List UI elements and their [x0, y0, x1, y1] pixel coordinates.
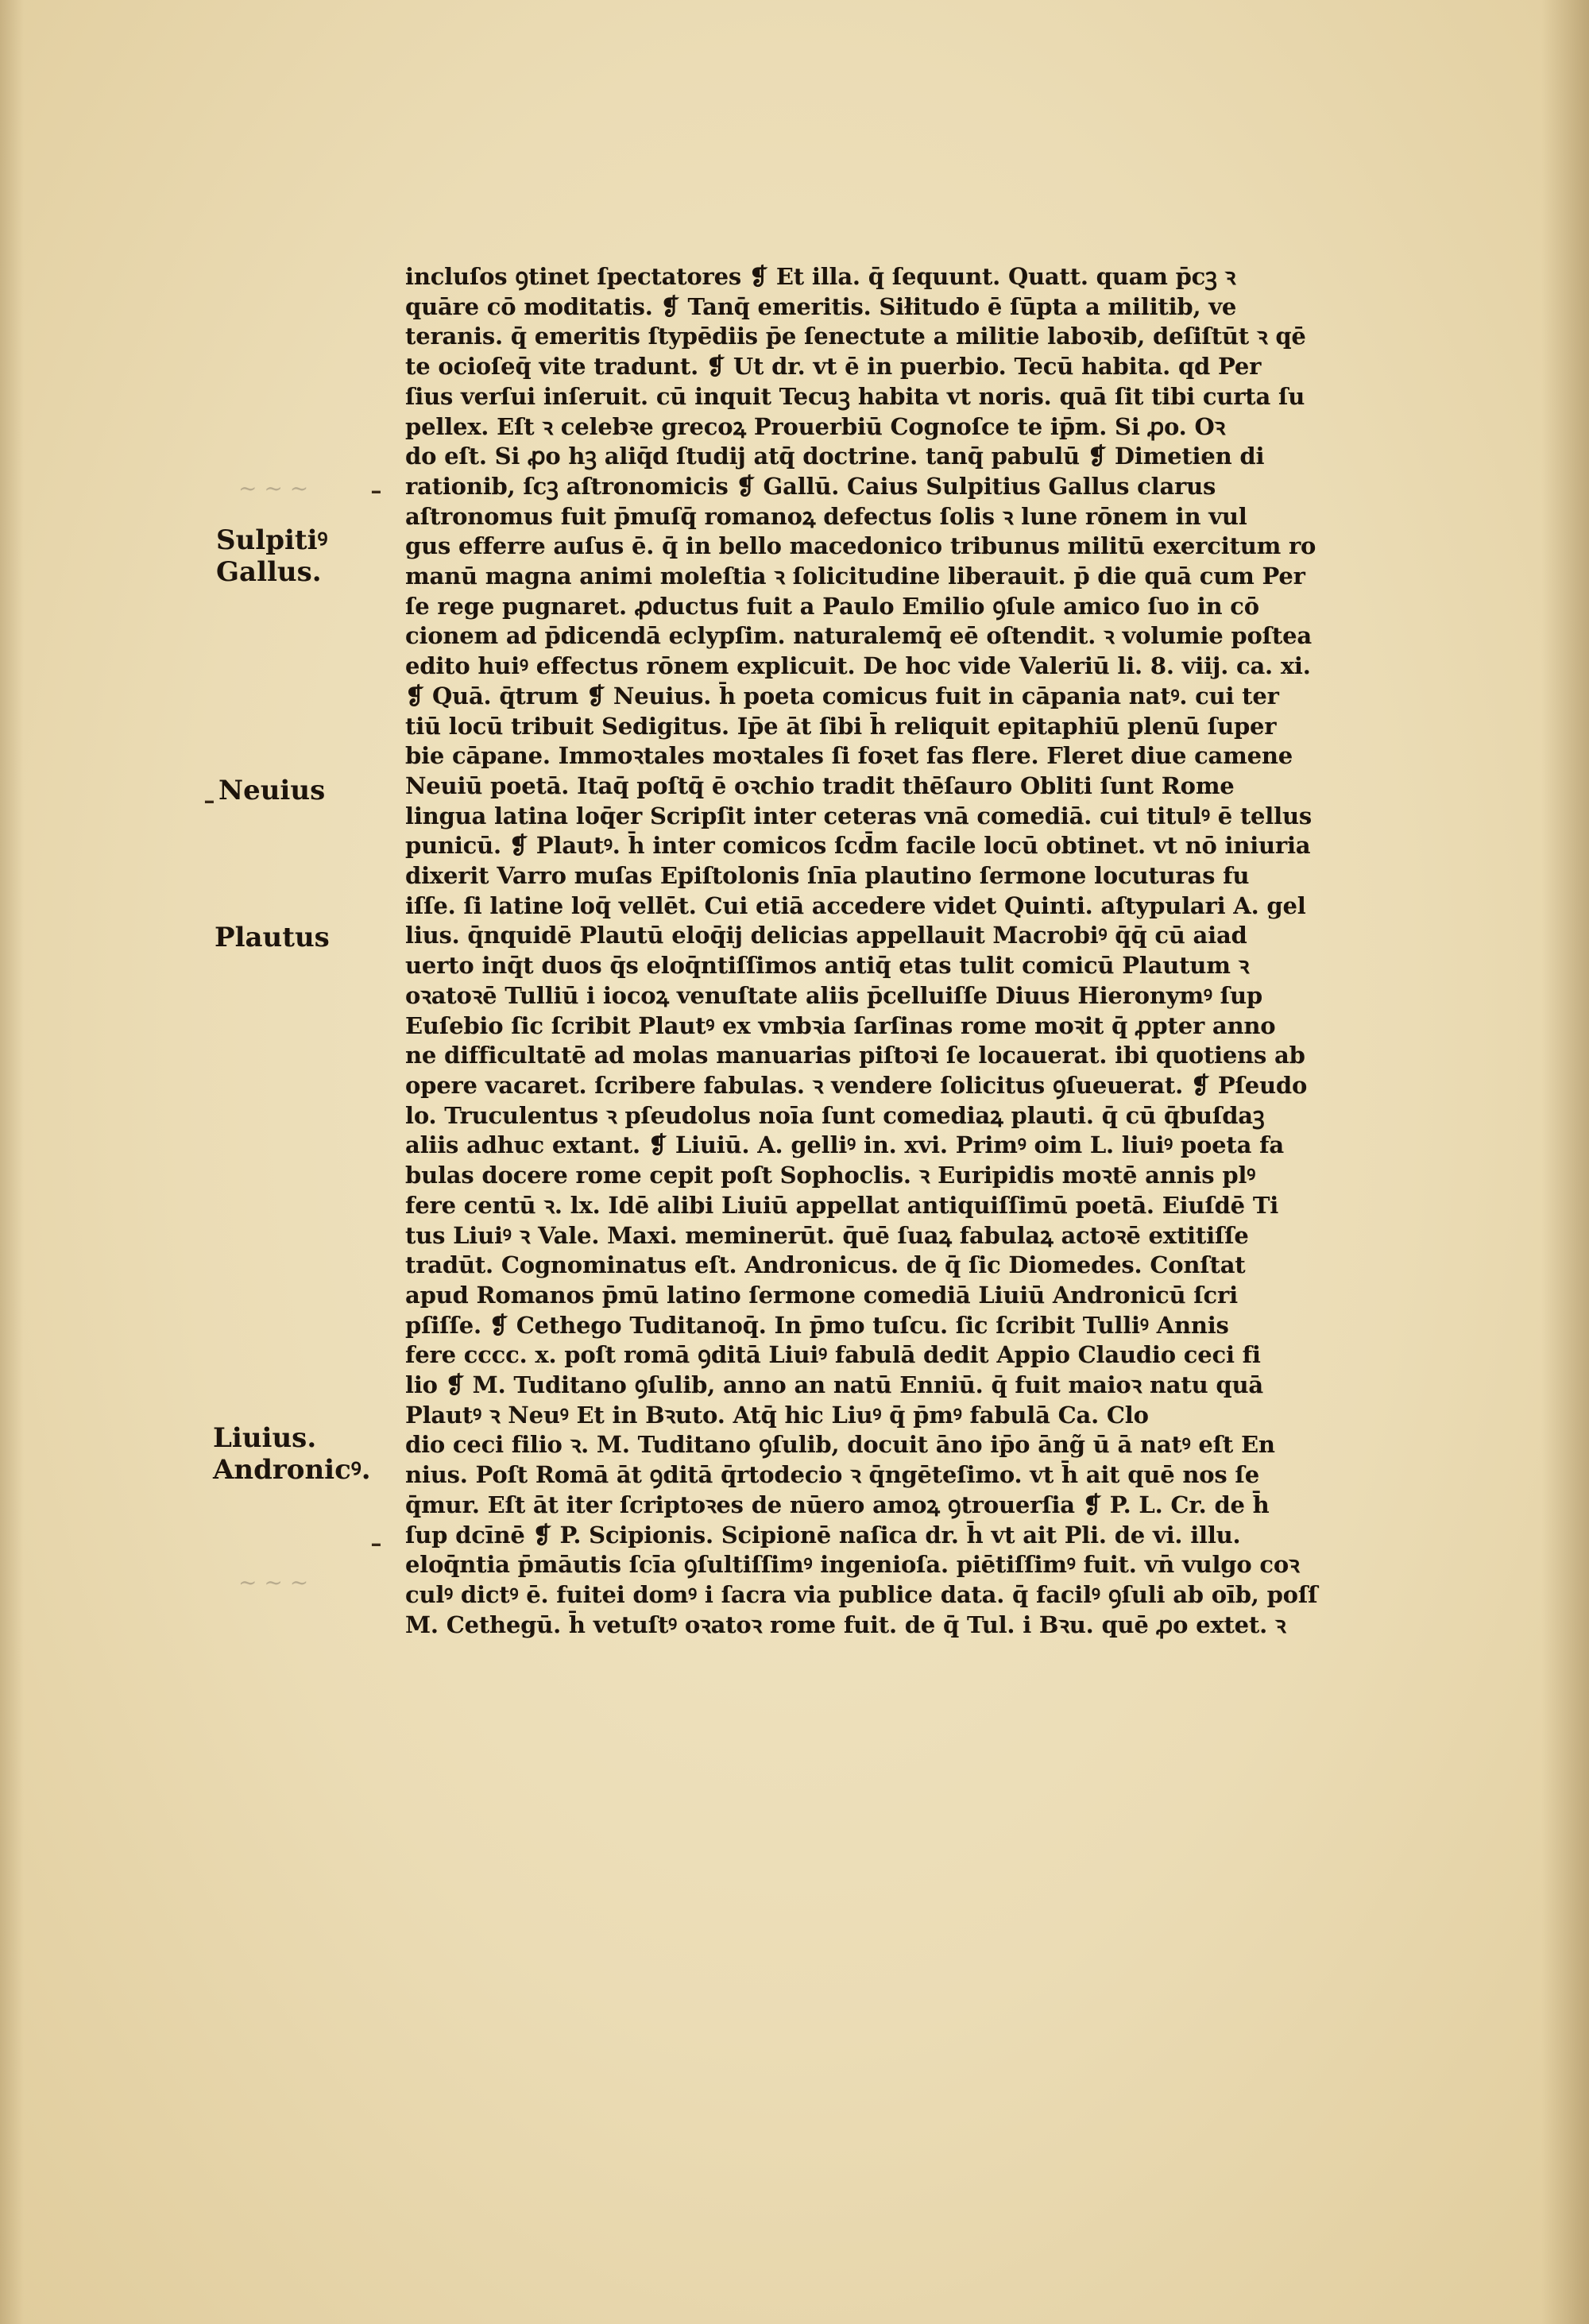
text-line: lingua latina loq̄er Scripſit inter ceteras vnā comediā. cui titulꝰ ē tellus — [405, 802, 1312, 829]
page-right-shadow — [1541, 0, 1589, 2324]
margin-note-line: Andronicꝰ. — [213, 1454, 371, 1486]
text-line: aſtronomus fuit p̄muſq̄ romanoꝝ defectus ſolis ꝛ lune rōnem in vul — [405, 502, 1247, 530]
text-line: uerto inq̄t duos q̄s eloq̄ntiſſimos antiq̄ etas tulit comicū Plautum ꝛ — [405, 952, 1250, 980]
text-line: dio ceci filio ꝛ. M. Tuditano ꝯſulib, docuit āno ip̄o āng̃ ū ā natꝰ eſt En — [405, 1431, 1275, 1459]
bleed-through-mark: ~ ~ ~ — [238, 475, 309, 501]
text-line: lio ❡ M. Tuditano ꝯſulib, anno an natū Enniū. q̄ fuit maioꝛ natu quā — [405, 1371, 1263, 1399]
margin-note-neuius: Neuius — [218, 775, 326, 806]
text-line: bulas docere rome cepit poſt Sophoclis. ꝛ Euripidis moꝛtē annis plꝰ — [405, 1162, 1256, 1189]
text-line: lo. Truculentus ꝛ pſeudolus noīa ſunt comediaꝝ plauti. q̄ cū q̄buſdaꝫ — [405, 1101, 1265, 1129]
text-line: tiū locū tribuit Sedigitus. Ip̄e āt ſibi h̄ reliquit epitaphiū plenū ſuper — [405, 712, 1277, 740]
text-line: gus efferre auſus ē. q̄ in bello macedonico tribunus militū exercitum ro — [405, 532, 1316, 560]
text-line: ſe rege pugnaret. ꝓductus fuit a Paulo Emilio ꝯſule amico ſuo in cō — [405, 592, 1259, 620]
margin-note-line: Liuius. — [213, 1422, 317, 1454]
text-line: Plautꝰ ꝛ Neuꝰ Et in Bꝛuto. Atq̄ hic Liuꝰ q̄ p̄mꝰ fabulā Ca. Clo — [405, 1401, 1149, 1429]
text-line: eloq̄ntia p̄māutis ſcīa ꝯſultiſſimꝰ ingenioſa. piētiſſimꝰ fuit. vn̄ vulgo coꝛ — [405, 1551, 1300, 1579]
text-line: lius. q̄nquidē Plautū eloq̄ij delicias appellauit Macrobiꝰ q̄q̄ cū aiad — [405, 922, 1247, 949]
text-line: punicū. ❡ Plautꝰ. h̄ inter comicos ſcd̄m facile locū obtinet. vt nō iniuria — [405, 832, 1311, 860]
text-line: teranis. q̄ emeritis ſtypēdiis p̄e ſenectute a militie laboꝛib, deſiſtūt ꝛ qē — [405, 323, 1306, 350]
text-line: manū magna animi moleſtia ꝛ ſolicitudine liberauit. p̄ die quā cum Per — [405, 563, 1305, 590]
page-left-shadow — [0, 0, 24, 2324]
text-line: aliis adhuc extant. ❡ Liuiū. A. gelliꝰ in. xvi. Primꝰ oim L. liuiꝰ poeta fa — [405, 1131, 1284, 1159]
text-line: culꝰ dictꝰ ē. fuitei domꝰ i ſacra via publice data. q̄ facilꝰ ꝯſuli ab oīb, poſſ — [405, 1580, 1318, 1608]
margin-note-line: Sulpitiꝰ — [216, 524, 328, 556]
text-line: do eſt. Si ꝓo hꝫ aliq̄d ſtudij atq̄ doctrine. tanq̄ pabulū ❡ Dimetien di — [405, 443, 1265, 470]
text-line: dixerit Varro muſas Epiſtolonis ſnīa plautino ſermone locuturas fu — [405, 862, 1250, 890]
margin-note-plautus: Plautus — [215, 922, 330, 953]
text-line: edito huiꝰ effectus rōnem explicuit. De hoc vide Valeriū li. 8. viij. ca. xi. — [405, 652, 1311, 680]
text-line: tradūt. Cognominatus eſt. Andronicus. de q̄ ſic Diomedes. Conſtat — [405, 1251, 1246, 1279]
text-line: tus Liuiꝰ ꝛ Vale. Maxi. meminerūt. q̄uē ſuaꝝ fabulaꝝ actoꝛē extitiſſe — [405, 1221, 1249, 1249]
dash-mark: - — [203, 779, 215, 820]
text-line: ne difficultatē ad molas manuarias piſtoꝛi ſe locauerat. ibi quotiens ab — [405, 1042, 1305, 1069]
bleed-through-mark: ~ ~ ~ — [238, 1569, 309, 1595]
margin-note-liuius — [213, 1422, 371, 1486]
text-line: apud Romanos p̄mū latino ſermone comediā Liuiū Andronicū ſcri — [405, 1281, 1238, 1309]
text-line: pſiſſe. ❡ Cethego Tuditanoq̄. In p̄mo tuſcu. ſic ſcribit Tulliꝰ Annis — [405, 1311, 1229, 1339]
main-text-block — [405, 262, 1462, 1640]
dash-mark: - — [370, 1522, 382, 1563]
dash-mark: - — [370, 470, 382, 510]
text-line: ſup dcīnē ❡ P. Scipionis. Scipionē naſica dr. h̄ vt ait Pli. de vi. illu. — [405, 1521, 1241, 1549]
text-line: cionem ad p̄dicendā eclypſim. naturalemq̄ eē oſtendit. ꝛ volumie poſtea — [405, 622, 1312, 650]
text-line: te ocioſeq̄ vite tradunt. ❡ Ut dr. vt ē in puerbio. Tecū habita. qd Per — [405, 353, 1262, 381]
text-line: pellex. Eſt ꝛ celebꝛe grecoꝝ Prouerbiū Cognoſce te ip̄m. Si ꝓo. Oꝛ — [405, 412, 1226, 440]
text-line: rationib, ſcꝫ aſtronomicis ❡ Gallū. Caius Sulpitius Gallus clarus — [405, 472, 1216, 500]
text-line: opere vacaret. ſcribere fabulas. ꝛ vendere ſolicitus ꝯſueuerat. ❡ Pſeudo — [405, 1071, 1308, 1099]
text-line: nius. Poſt Romā āt ꝯditā q̄rtodecio ꝛ q̄ngēteſimo. vt h̄ ait quē nos ſe — [405, 1461, 1259, 1489]
text-line: quāre cō moditatis. ❡ Tanq̄ emeritis. Siłitudo ē ſūpta a militib, ve — [405, 292, 1237, 320]
text-line: bie cāpane. Immoꝛtales moꝛtales ſi foꝛet fas flere. Fleret diue camene — [405, 742, 1293, 770]
margin-note-sulpitius — [216, 524, 328, 588]
text-line: fere centū ꝛ. lx. Idē alibi Liuiū appellat antiquiſſimū poetā. Eiuſdē Ti — [405, 1191, 1279, 1219]
text-line: iſſe. ſi latine loq̄ vellēt. Cui etiā accedere videt Quinti. aſtypulari A. gel — [405, 891, 1306, 919]
text-line: Euſebio ſic ſcribit Plautꝰ ex vmbꝛia ſarſinas rome moꝛit q̄ ꝓpter anno — [405, 1011, 1276, 1039]
text-line: fere cccc. x. poſt romā ꝯditā Liuiꝰ fabulā dedit Appio Claudio ceci fi — [405, 1341, 1261, 1369]
text-line: ❡ Quā. q̄trum ❡ Neuius. h̄ poeta comicus fuit in cāpania natꝰ. cui ter — [405, 682, 1279, 710]
text-line: q̄mur. Eſt āt iter ſcriptoꝛes de nūero amoꝝ ꝯtrouerſia ❡ P. L. Cr. de h̄ — [405, 1491, 1270, 1518]
text-line: Neuiū poetā. Itaq̄ poſtq̄ ē oꝛchio tradit thēſauro Obliti ſunt Rome — [405, 771, 1235, 799]
margin-note-line: Gallus. — [216, 556, 322, 588]
text-line: ſius verſui inſeruit. cū inquit Tecuꝫ habita vt noris. quā ſit tibi curta ſu — [405, 382, 1305, 410]
text-line: M. Cethegū. h̄ vetuſtꝰ oꝛatoꝛ rome fuit. de q̄ Tul. i Bꝛu. quē ꝓo extet. ꝛ — [405, 1611, 1286, 1638]
text-line: incluſos ꝯtinet ſpectatores ❡ Et illa. q̄ ſequunt. Quatt. quam p̄cꝫ ꝛ — [405, 263, 1236, 290]
text-line: oꝛatoꝛē Tulliū i iocoꝝ venuſtate aliis p̄celluiſſe Diuus Hieronymꝰ ſup — [405, 981, 1262, 1009]
